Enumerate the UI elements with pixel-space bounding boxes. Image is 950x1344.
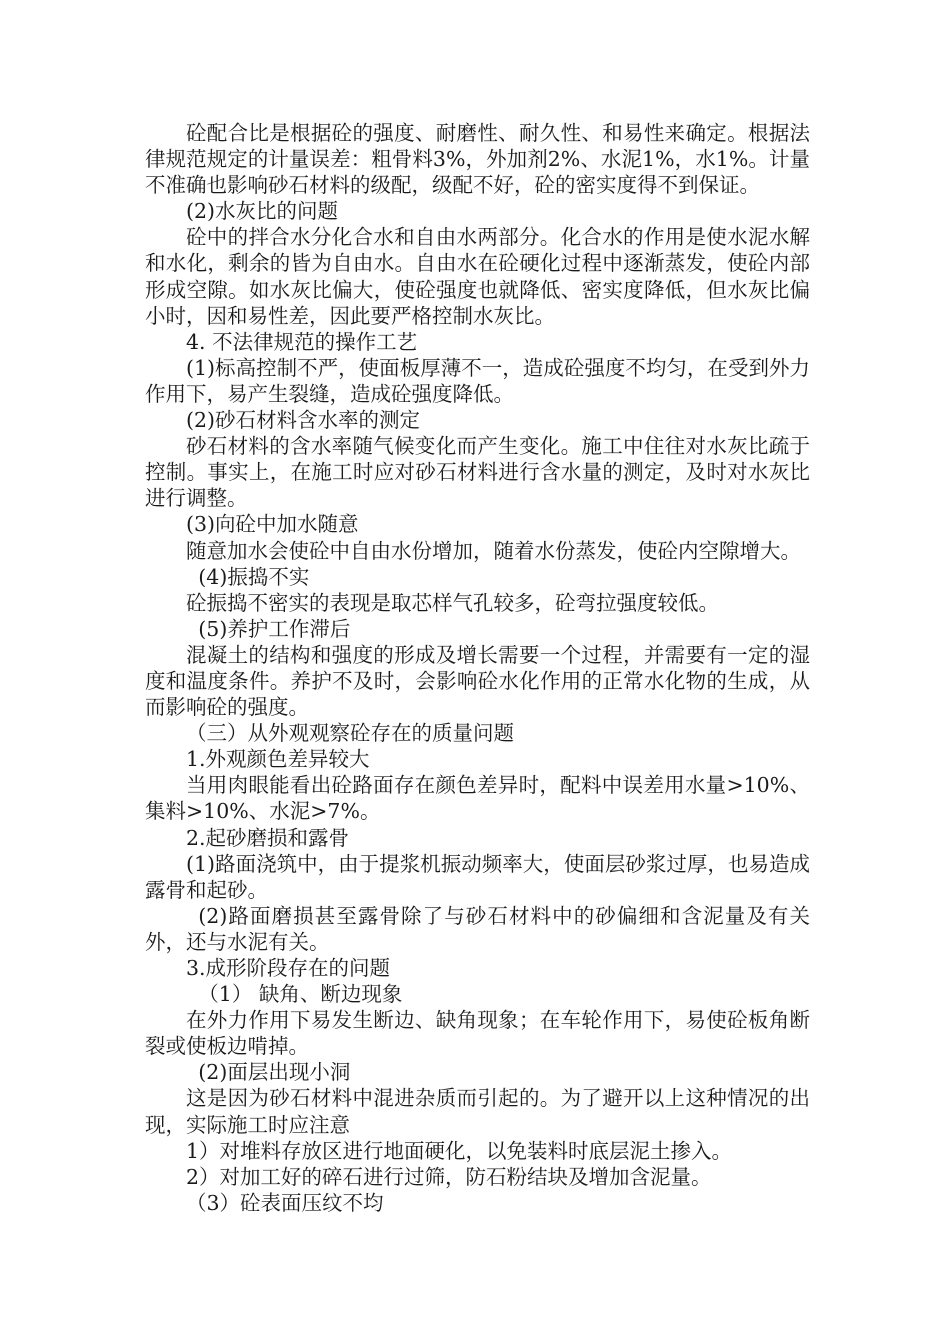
paragraph: 这是因为砂石材料中混进杂质而引起的。为了避开以上这种情况的出现，实际施工时应注意 [145,1086,810,1137]
section-heading: 4. 不法律规范的操作工艺 [186,329,418,354]
paragraph: (1)标高控制不严，使面板厚薄不一，造成砼强度不均匀，在受到外力作用下，易产生裂缝，造成砼强度降低。 [145,355,810,406]
list-item: 1）对堆料存放区进行地面硬化，以免装料时底层泥土掺入。 [186,1138,733,1163]
section-heading: (3)向砼中加水随意 [186,512,359,537]
section-heading: 1.外观颜色差异较大 [186,747,370,772]
paragraph: 在外力作用下易发生断边、缺角现象；在车轮作用下，易使砼板角断裂或使板边啃掉。 [145,1008,810,1059]
section-heading: （3）砼表面压纹不均 [186,1190,384,1215]
section-heading: （1） 缺角、断边现象 [198,982,403,1007]
paragraph: 砼振捣不密实的表现是取芯样气孔较多，砼弯拉强度较低。 [186,590,719,615]
document-body [145,120,810,1216]
section-heading: 2.起砂磨损和露骨 [186,825,350,850]
section-heading: （三）从外观观察砼存在的质量问题 [186,721,514,746]
section-heading: (2)水灰比的问题 [186,199,339,224]
section-heading: (2)面层出现小洞 [198,1060,351,1085]
paragraph: 随意加水会使砼中自由水份增加，随着水份蒸发，使砼内空隙增大。 [186,538,801,563]
paragraph: 砼配合比是根据砼的强度、耐磨性、耐久性、和易性来确定。根据法律规范规定的计量误差：粗骨料3%，外加剂2%、水泥1%，水1%。计量不准确也影响砂石材料的级配，级配不好，砼的密实度得不到保证。 [145,121,810,198]
section-heading: (5)养护工作滞后 [198,616,351,641]
paragraph: (1)路面浇筑中，由于提浆机振动频率大，使面层砂浆过厚，也易造成露骨和起砂。 [145,851,810,902]
section-heading: (4)振捣不实 [198,564,310,589]
paragraph: 混凝土的结构和强度的形成及增长需要一个过程，并需要有一定的湿度和温度条件。养护不及时，会影响砼水化作用的正常水化物的生成，从而影响砼的强度。 [145,642,810,720]
section-heading: (2)砂石材料含水率的测定 [186,408,421,433]
paragraph: (2)路面磨损甚至露骨除了与砂石材料中的砂偏细和含泥量及有关外，还与水泥有关。 [145,903,810,954]
section-heading: 3.成形阶段存在的问题 [186,956,391,980]
paragraph: 砼中的拌合水分化合水和自由水两部分。化合水的作用是使水泥水解和水化，剩余的皆为自由水。自由水在砼硬化过程中逐渐蒸发，使砼内部形成空隙。如水灰比偏大，使砼强度也就降低、密实度降低，但水灰比偏小时，因和易性差，因此要严格控制水灰比。 [145,225,810,328]
paragraph: 当用肉眼能看出砼路面存在颜色差异时，配料中误差用水量>10%、集料>10%、水泥>7%。 [145,773,810,824]
list-item: 2）对加工好的碎石进行过筛，防石粉结块及增加含泥量。 [186,1164,712,1189]
paragraph: 砂石材料的含水率随气候变化而产生变化。施工中住往对水灰比疏于控制。事实上，在施工时应对砂石材料进行含水量的测定，及时对水灰比进行调整。 [145,434,810,511]
